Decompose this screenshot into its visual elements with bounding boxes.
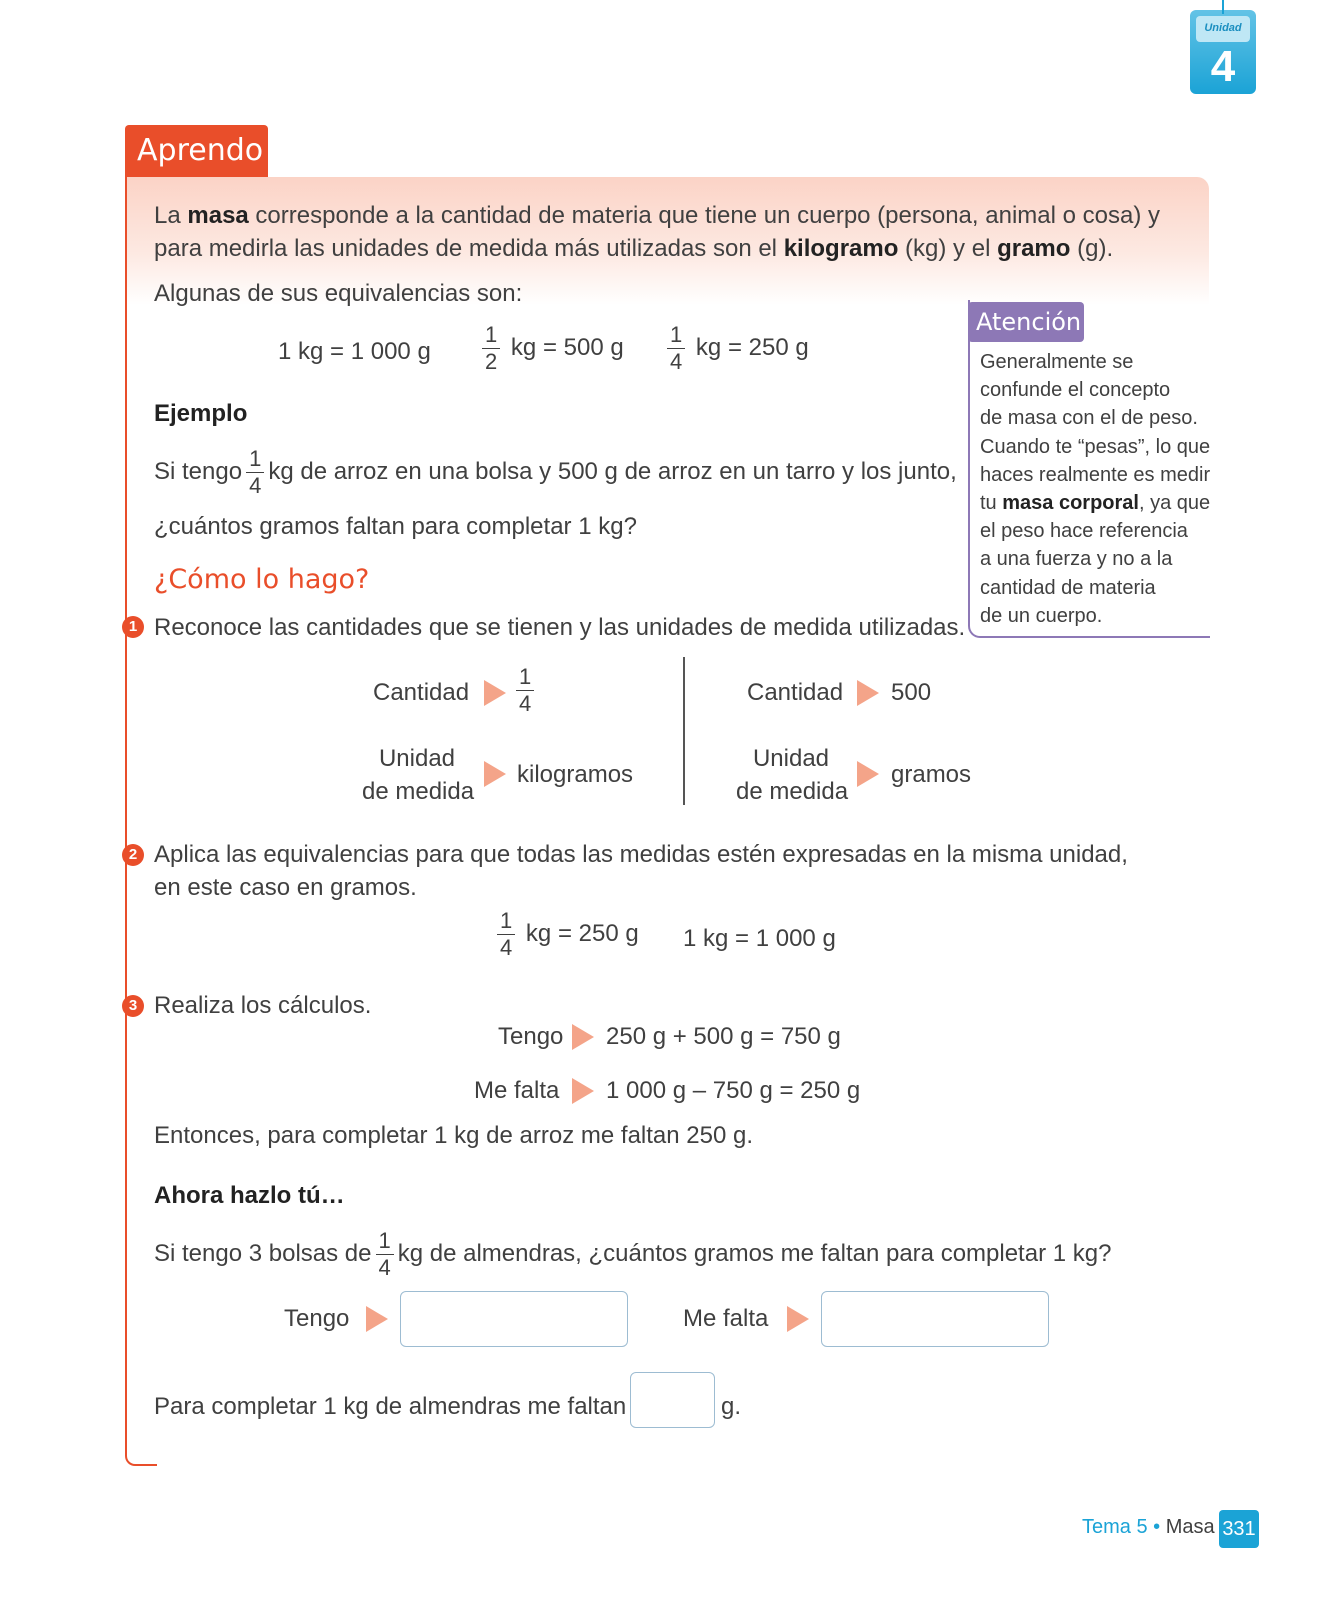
attention-box <box>968 300 1210 638</box>
arrow-icon <box>857 761 879 787</box>
arrow-icon <box>572 1078 594 1104</box>
step-1-left-qty-label: Cantidad <box>373 679 470 706</box>
section-title-tab <box>125 125 268 177</box>
arrow-icon <box>857 680 879 706</box>
step-1-right-unit-value: gramos <box>891 761 972 788</box>
step-1-number: 1 <box>122 616 144 638</box>
arrow-icon <box>484 761 506 787</box>
attention-title-tab <box>968 302 1084 342</box>
step-3-falta-calc: 1 000 g – 750 g = 250 g <box>606 1077 861 1104</box>
arrow-icon <box>572 1024 594 1050</box>
step-1-left-unit-label: Unidad de medida <box>362 745 475 805</box>
fraction-quarter: $\frac{1}{4}$ <box>516 666 534 715</box>
fraction-quarter: $\frac{1}{4}$ <box>376 1230 394 1279</box>
step-1-text: Reconoce las cantidades que se tienen y las unidades de medida utilizadas. <box>154 614 966 641</box>
step-1-left-unit-value: kilogramos <box>517 761 634 788</box>
example-line-1: Si tengo $\frac{1}{4}$ kg de arroz en una bolsa y 500 g de arroz en un tarro y los junto, <box>154 446 957 498</box>
step-3-conclusion: Entonces, para completar 1 kg de arroz me faltan 250 g. <box>154 1122 754 1149</box>
step-3-falta-label: Me falta <box>474 1077 560 1104</box>
attention-title: Atención <box>976 308 1082 336</box>
footer <box>1082 1516 1215 1539</box>
unit-badge <box>1190 10 1256 94</box>
practice-final-a: Para completar 1 kg de almendras me faltan <box>154 1393 627 1420</box>
equivalence-1: 1 kg = 1 000 g <box>278 338 431 365</box>
step-1-divider <box>683 657 685 805</box>
step-3-number: 3 <box>122 995 144 1017</box>
step-2-number: 2 <box>122 844 144 866</box>
equivalence-2: $\frac{1}{2}$ kg = 500 g <box>478 324 624 373</box>
step-1-right-unit-label: Unidad de medida <box>736 745 849 805</box>
practice-question: Si tengo 3 bolsas de $\frac{1}{4}$ kg de almendras, ¿cuántos gramos me faltan para completar 1 kg? <box>154 1228 1112 1280</box>
unit-badge-label: Unidad <box>1204 22 1242 34</box>
step-2-text-1: Aplica las equivalencias para que todas las medidas estén expresadas en la misma unidad, <box>154 841 1128 868</box>
step-3-text: Realiza los cálculos. <box>154 992 372 1019</box>
section-frame <box>125 176 157 1466</box>
step-2-eq-1: $\frac{1}{4}$ kg = 250 g <box>493 910 639 959</box>
step-1-right-qty-label: Cantidad <box>747 679 844 706</box>
arrow-icon <box>366 1306 388 1332</box>
page-number: 331 <box>1219 1510 1259 1548</box>
falta-answer-box[interactable] <box>821 1291 1049 1347</box>
intro-line-2: para medirla las unidades de medida más utilizadas son el kilogramo (kg) y el gramo (g). <box>154 235 1114 262</box>
section-title: Aprendo <box>137 133 264 168</box>
attention-text: Generalmente se confunde el concepto de masa con el de peso. Cuando te “pesas”, lo que haces realmente es medir tu masa corporal, ya que el peso hace referencia a una fuerza y no a la cantidad de materia de un cuerpo. <box>980 351 1211 627</box>
practice-heading: Ahora hazlo tú… <box>154 1182 345 1209</box>
footer-topic: Masa <box>1165 1516 1215 1538</box>
fraction-quarter: $\frac{1}{4}$ <box>246 448 264 497</box>
equivalence-3: $\frac{1}{4}$ kg = 250 g <box>663 324 809 373</box>
unit-badge-number: 4 <box>1210 42 1236 91</box>
fraction-quarter: $\frac{1}{4}$ <box>667 324 685 373</box>
fraction-quarter: $\frac{1}{4}$ <box>497 910 515 959</box>
footer-tema: Tema 5 <box>1082 1516 1148 1538</box>
grams-answer-box[interactable] <box>630 1372 715 1428</box>
how-heading: ¿Cómo lo hago? <box>154 564 370 595</box>
step-3-tengo-label: Tengo <box>498 1023 564 1050</box>
practice-falta-label: Me falta <box>683 1305 769 1332</box>
step-1-left-qty-value <box>512 666 538 715</box>
equivalences-lead: Algunas de sus equivalencias son: <box>154 280 523 307</box>
step-2-text-2: en este caso en gramos. <box>154 874 417 901</box>
tengo-answer-box[interactable] <box>400 1291 628 1347</box>
arrow-icon <box>787 1306 809 1332</box>
example-heading: Ejemplo <box>154 400 248 427</box>
intro-line-1: La masa corresponde a la cantidad de materia que tiene un cuerpo (persona, animal o cosa) y <box>154 202 1160 229</box>
practice-final-b: g. <box>721 1393 742 1420</box>
arrow-icon <box>484 680 506 706</box>
footer-dot: • <box>1153 1516 1161 1538</box>
fraction-half: $\frac{1}{2}$ <box>482 324 500 373</box>
example-line-2: ¿cuántos gramos faltan para completar 1 kg? <box>154 513 637 540</box>
step-1-right-qty-value: 500 <box>891 679 932 706</box>
step-2-eq-2: 1 kg = 1 000 g <box>683 925 836 952</box>
unit-badge-string <box>1222 0 1224 14</box>
practice-tengo-label: Tengo <box>284 1305 350 1332</box>
step-3-tengo-calc: 250 g + 500 g = 750 g <box>606 1023 841 1050</box>
